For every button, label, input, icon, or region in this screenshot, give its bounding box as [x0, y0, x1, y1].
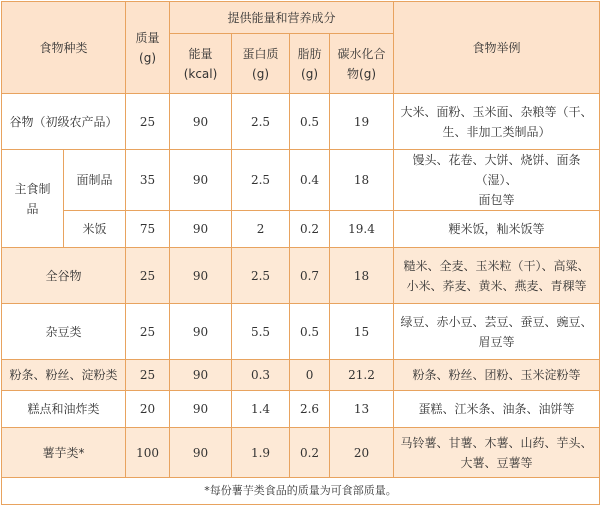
examples-line: 大米、面粉、玉米面、杂粮等（干、 [400, 104, 593, 119]
examples-line: 粳米饭，籼米饭等 [448, 222, 545, 236]
examples-line: 眉豆等 [478, 334, 515, 349]
examples-cell [394, 150, 600, 211]
header-fat-label: 脂肪 [297, 46, 322, 61]
examples-line: 绿豆、赤小豆、芸豆、蚕豆、豌豆、 [400, 314, 593, 329]
mass-value: 25 [126, 248, 170, 304]
fat-value: 0.5 [290, 94, 330, 150]
food-name: 米饭 [64, 211, 126, 248]
energy-value: 90 [170, 94, 232, 150]
header-energy [170, 34, 232, 94]
protein-value: 2.5 [232, 94, 290, 150]
carb-value: 15 [330, 304, 394, 360]
examples-cell [394, 428, 600, 478]
fat-value: 0.5 [290, 304, 330, 360]
examples-line: 面包等 [478, 193, 515, 207]
protein-value: 1.4 [232, 391, 290, 428]
carb-value: 21.2 [330, 360, 394, 391]
carb-value: 20 [330, 428, 394, 478]
fat-value: 2.6 [290, 391, 330, 428]
table-row [2, 150, 600, 211]
header-fat-unit: (g) [301, 66, 318, 81]
examples-line: 蛋糕、江米条、油条、油饼等 [418, 402, 575, 416]
mass-value: 35 [126, 150, 170, 211]
footnote-row [2, 478, 600, 505]
food-group-line: 主食制 [14, 181, 51, 196]
header-protein [232, 34, 290, 94]
header-energy-unit: (kcal) [183, 66, 218, 81]
food-name: 糕点和油炸类 [2, 391, 126, 428]
header-carb-label: 碳水化合 [337, 46, 386, 61]
examples-cell [394, 360, 600, 391]
table-row [2, 211, 600, 248]
carb-value: 19 [330, 94, 394, 150]
protein-value: 1.9 [232, 428, 290, 478]
table-row [2, 304, 600, 360]
header-mass-unit: (g) [139, 50, 156, 65]
examples-line: 糙米、全麦、玉米粒（干）、高粱、 [403, 258, 590, 273]
food-name: 杂豆类 [2, 304, 126, 360]
examples-line: 马铃薯、甘薯、木薯、山药、芋头、 [400, 435, 593, 450]
header-examples: 食物举例 [394, 2, 600, 94]
carb-value: 19.4 [330, 211, 394, 248]
footnote: *每份薯芋类食品的质量为可食部质量。 [2, 478, 600, 505]
mass-value: 25 [126, 94, 170, 150]
header-carb-unit: 物(g) [347, 66, 377, 81]
protein-value: 0.3 [232, 360, 290, 391]
examples-cell [394, 391, 600, 428]
energy-value: 90 [170, 428, 232, 478]
protein-value: 2 [232, 211, 290, 248]
carb-value: 18 [330, 150, 394, 211]
fat-value: 0.2 [290, 211, 330, 248]
carb-value: 13 [330, 391, 394, 428]
examples-cell [394, 248, 600, 304]
food-name: 薯芋类* [2, 428, 126, 478]
energy-value: 90 [170, 150, 232, 211]
examples-line: 小米、荞麦、黄米、燕麦、青稞等 [406, 278, 587, 293]
food-name: 全谷物 [2, 248, 126, 304]
table-row [2, 391, 600, 428]
mass-value: 75 [126, 211, 170, 248]
header-mass-label: 质量 [135, 30, 160, 45]
table-row [2, 428, 600, 478]
energy-value: 90 [170, 211, 232, 248]
header-mass [126, 2, 170, 94]
fat-value: 0 [290, 360, 330, 391]
header-food-type: 食物种类 [2, 2, 126, 94]
header-carb [330, 34, 394, 94]
mass-value: 25 [126, 304, 170, 360]
examples-cell [394, 304, 600, 360]
mass-value: 25 [126, 360, 170, 391]
protein-value: 2.5 [232, 248, 290, 304]
fat-value: 0.2 [290, 428, 330, 478]
header-nutrients: 提供能量和营养成分 [170, 2, 394, 34]
energy-value: 90 [170, 304, 232, 360]
mass-value: 20 [126, 391, 170, 428]
energy-value: 90 [170, 391, 232, 428]
nutrition-table [1, 1, 600, 505]
examples-cell [394, 211, 600, 248]
fat-value: 0.4 [290, 150, 330, 211]
protein-value: 2.5 [232, 150, 290, 211]
food-name: 面制品 [64, 150, 126, 211]
food-group-line: 品 [26, 201, 39, 216]
protein-value: 5.5 [232, 304, 290, 360]
energy-value: 90 [170, 360, 232, 391]
energy-value: 90 [170, 248, 232, 304]
food-name: 谷物（初级农产品） [2, 94, 126, 150]
table-row [2, 94, 600, 150]
examples-cell [394, 94, 600, 150]
table-row [2, 248, 600, 304]
food-name: 粉条、粉丝、淀粉类 [2, 360, 126, 391]
fat-value: 0.7 [290, 248, 330, 304]
examples-line: 大薯、豆薯等 [460, 455, 533, 470]
carb-value: 18 [330, 248, 394, 304]
food-group [2, 150, 64, 248]
mass-value: 100 [126, 428, 170, 478]
header-protein-unit: (g) [252, 66, 269, 81]
examples-line: 生、非加工类制品） [442, 124, 551, 139]
table-row [2, 360, 600, 391]
header-energy-label: 能量 [188, 46, 213, 61]
header-protein-label: 蛋白质 [242, 46, 279, 61]
header-fat [290, 34, 330, 94]
examples-line: 粉条、粉丝、团粉、玉米淀粉等 [412, 368, 581, 382]
examples-line: 馒头、花卷、大饼、烧饼、面条（湿）、 [412, 153, 581, 187]
